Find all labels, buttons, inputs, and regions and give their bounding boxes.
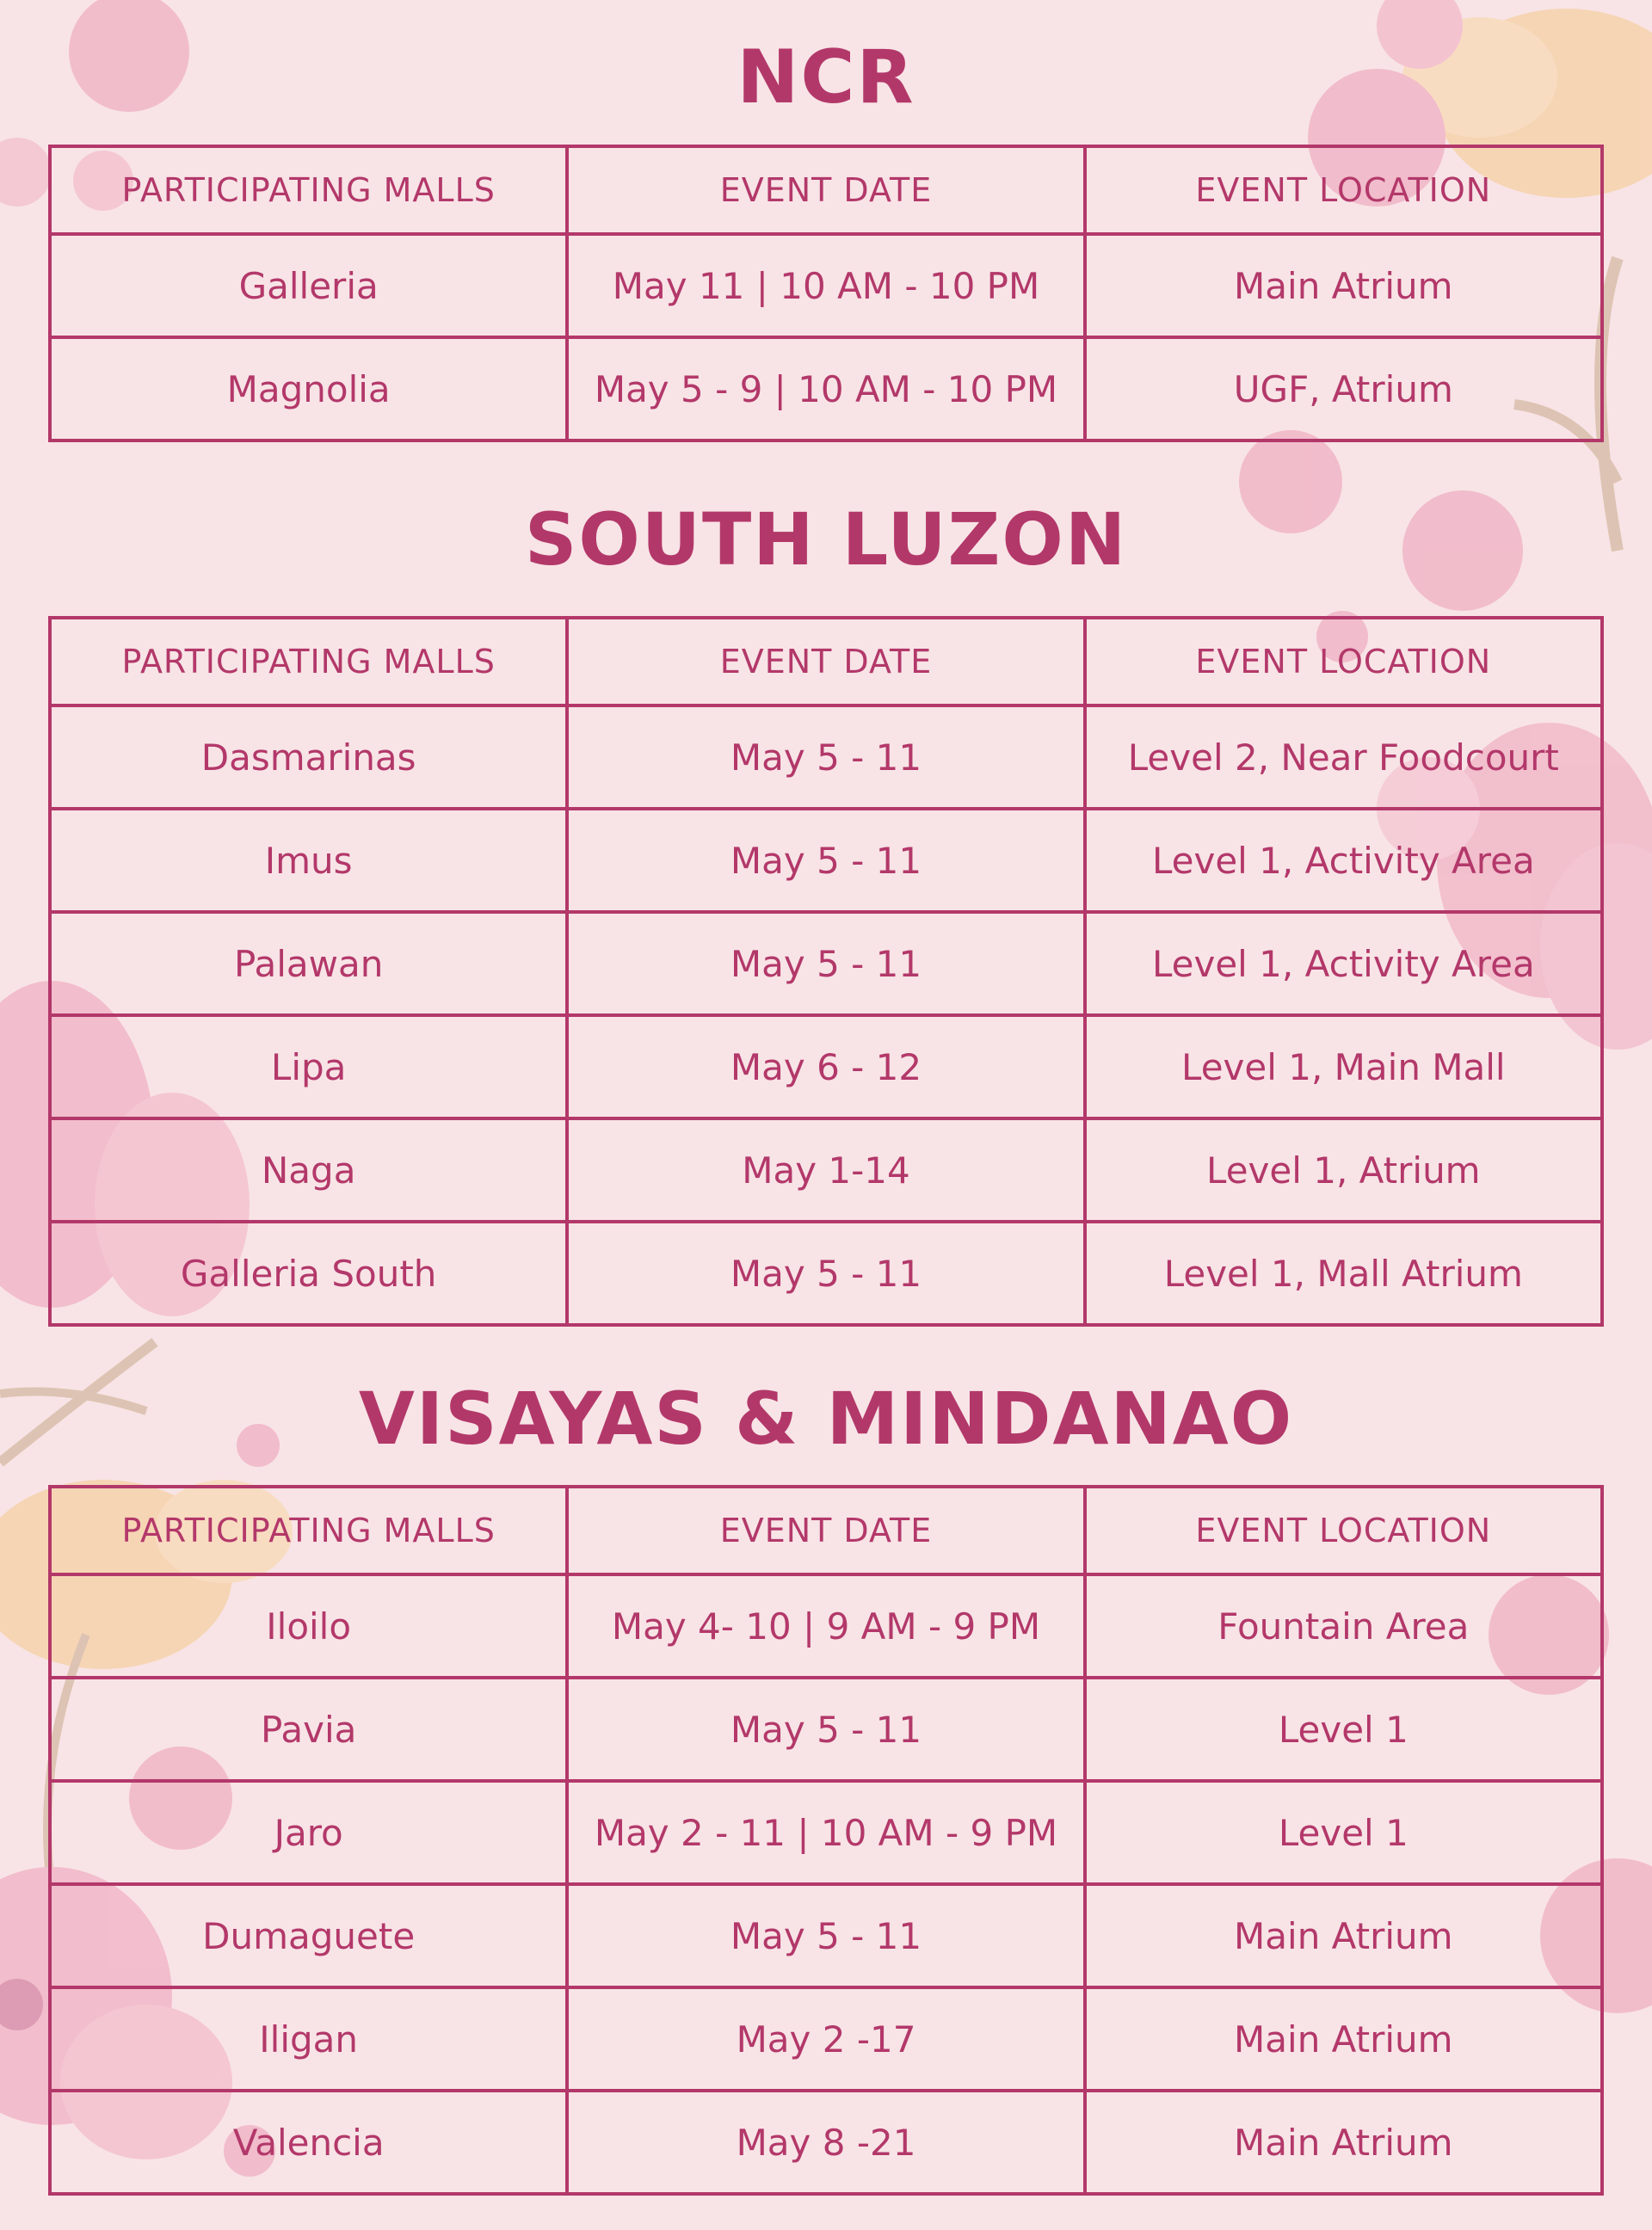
date-cell: May 4- 10 | 9 AM - 9 PM xyxy=(567,1574,1084,1678)
date-cell: May 5 - 11 xyxy=(567,1222,1084,1325)
table-row xyxy=(50,2091,1602,2194)
mall-cell: Iloilo xyxy=(50,1574,567,1678)
location-cell: Main Atrium xyxy=(1085,2091,1602,2194)
section-title-south-luzon: SOUTH LUZON xyxy=(524,497,1128,582)
south-luzon-table xyxy=(48,616,1604,1327)
location-cell: Level 1 xyxy=(1085,1678,1602,1781)
mall-cell: Galleria xyxy=(50,234,567,337)
date-cell: May 1-14 xyxy=(567,1118,1084,1222)
mall-cell: Pavia xyxy=(50,1678,567,1781)
table-row xyxy=(50,809,1602,912)
mall-cell: Lipa xyxy=(50,1015,567,1118)
date-cell: May 8 -21 xyxy=(567,2091,1084,2194)
visayas-mindanao-table xyxy=(48,1485,1604,2196)
date-cell: May 5 - 11 xyxy=(567,809,1084,912)
location-cell: Fountain Area xyxy=(1085,1574,1602,1678)
location-cell: Level 1, Activity Area xyxy=(1085,809,1602,912)
table-row xyxy=(50,1222,1602,1325)
table-row xyxy=(50,705,1602,809)
location-cell: Level 1 xyxy=(1085,1781,1602,1884)
column-header-location: EVENT LOCATION xyxy=(1085,146,1602,234)
section-title-visayas-mindanao: VISAYAS & MINDANAO xyxy=(358,1377,1294,1461)
date-cell: May 2 -17 xyxy=(567,1987,1084,2091)
date-cell: May 11 | 10 AM - 10 PM xyxy=(567,234,1084,337)
date-cell: May 5 - 11 xyxy=(567,1678,1084,1781)
table-row xyxy=(50,337,1602,440)
column-header-date: EVENT DATE xyxy=(567,618,1084,705)
table-header-row xyxy=(50,146,1602,234)
location-cell: Level 1, Mall Atrium xyxy=(1085,1222,1602,1325)
date-cell: May 2 - 11 | 10 AM - 9 PM xyxy=(567,1781,1084,1884)
table-header-row xyxy=(50,1487,1602,1574)
table-row xyxy=(50,234,1602,337)
column-header-malls: PARTICIPATING MALLS xyxy=(50,1487,567,1574)
location-cell: Main Atrium xyxy=(1085,1987,1602,2091)
date-cell: May 5 - 11 xyxy=(567,912,1084,1015)
table-row xyxy=(50,912,1602,1015)
mall-cell: Iligan xyxy=(50,1987,567,2091)
date-cell: May 5 - 11 xyxy=(567,705,1084,809)
mall-cell: Imus xyxy=(50,809,567,912)
ncr-table xyxy=(48,145,1604,442)
table-row xyxy=(50,1574,1602,1678)
mall-cell: Dumaguete xyxy=(50,1884,567,1987)
table-row xyxy=(50,1678,1602,1781)
location-cell: UGF, Atrium xyxy=(1085,337,1602,440)
column-header-malls: PARTICIPATING MALLS xyxy=(50,146,567,234)
column-header-location: EVENT LOCATION xyxy=(1085,1487,1602,1574)
mall-cell: Palawan xyxy=(50,912,567,1015)
location-cell: Main Atrium xyxy=(1085,1884,1602,1987)
mall-cell: Magnolia xyxy=(50,337,567,440)
mall-cell: Dasmarinas xyxy=(50,705,567,809)
date-cell: May 5 - 9 | 10 AM - 10 PM xyxy=(567,337,1084,440)
table-row xyxy=(50,1118,1602,1222)
column-header-date: EVENT DATE xyxy=(567,1487,1084,1574)
location-cell: Level 1, Activity Area xyxy=(1085,912,1602,1015)
column-header-date: EVENT DATE xyxy=(567,146,1084,234)
table-header-row xyxy=(50,618,1602,705)
column-header-malls: PARTICIPATING MALLS xyxy=(50,618,567,705)
table-row xyxy=(50,1884,1602,1987)
location-cell: Level 2, Near Foodcourt xyxy=(1085,705,1602,809)
table-row xyxy=(50,1987,1602,2091)
location-cell: Level 1, Main Mall xyxy=(1085,1015,1602,1118)
mall-cell: Galleria South xyxy=(50,1222,567,1325)
mall-cell: Jaro xyxy=(50,1781,567,1884)
table-row xyxy=(50,1015,1602,1118)
section-title-ncr: NCR xyxy=(737,34,915,120)
column-header-location: EVENT LOCATION xyxy=(1085,618,1602,705)
location-cell: Level 1, Atrium xyxy=(1085,1118,1602,1222)
table-row xyxy=(50,1781,1602,1884)
mall-cell: Valencia xyxy=(50,2091,567,2194)
location-cell: Main Atrium xyxy=(1085,234,1602,337)
date-cell: May 6 - 12 xyxy=(567,1015,1084,1118)
date-cell: May 5 - 11 xyxy=(567,1884,1084,1987)
mall-cell: Naga xyxy=(50,1118,567,1222)
